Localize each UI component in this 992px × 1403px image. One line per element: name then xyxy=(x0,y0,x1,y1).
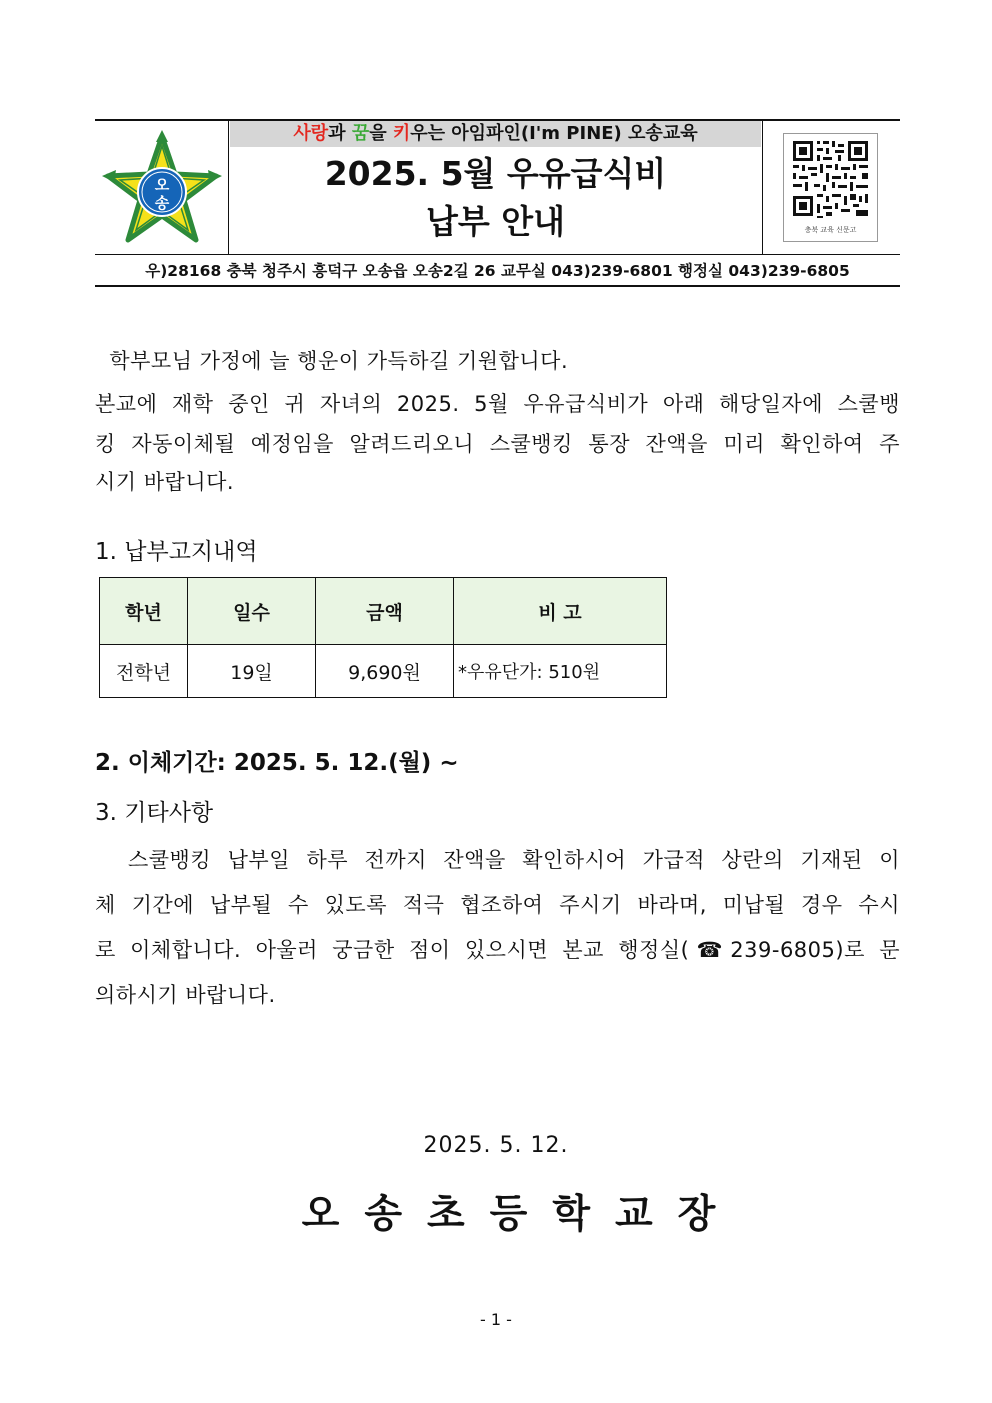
slogan-banner xyxy=(230,121,761,147)
cell-amount: 9,690원 xyxy=(316,645,454,698)
col-header-days: 일수 xyxy=(188,578,316,645)
col-header-grade: 학년 xyxy=(100,578,188,645)
col-header-note: 비 고 xyxy=(454,578,667,645)
section3-line-4: 의하시기 바랍니다. xyxy=(95,983,276,1007)
doc-title-line1: 2025. 5월 우유급식비 xyxy=(324,154,667,193)
section3-heading: 3. 기타사항 xyxy=(95,800,214,826)
slogan-love: 사랑 xyxy=(293,123,329,144)
table-row xyxy=(100,645,667,698)
school-address-bar: 우)28168 충북 청주시 흥덕구 오송읍 오송2길 26 교무실 043)239-6801 행정실 043)239-6805 xyxy=(145,262,850,280)
school-logo xyxy=(100,128,224,248)
cell-days: 19일 xyxy=(188,645,316,698)
intro-line-2: 본교에 재학 중인 귀 자녀의 2025. 5월 우유급식비가 아래 해당일자에 스쿨뱅 xyxy=(95,392,900,416)
header-divider-right xyxy=(762,120,763,255)
section3-line-2: 체 기간에 납부될 수 있도록 적극 협조하여 주시기 바라며, 미납될 경우 수시 xyxy=(95,893,900,917)
section3-line-3: 로 이체합니다. 아울러 궁금한 점이 있으시면 본교 행정실(☎239-6805)로 문 xyxy=(95,938,900,962)
table-header-row xyxy=(100,578,667,645)
intro-greeting: 학부모님 가정에 늘 행운이 가득하길 기원합니다. xyxy=(95,349,569,373)
logo-text-top: 오 xyxy=(154,176,170,194)
qr-code-icon xyxy=(784,134,877,224)
section1-heading: 1. 납부고지내역 xyxy=(95,539,258,565)
qr-code[interactable] xyxy=(783,133,878,242)
principal-signature-line: 오송초등학교장 xyxy=(301,1192,741,1237)
header-mid-rule xyxy=(95,254,900,255)
slogan-grow: 키 xyxy=(392,123,411,144)
slogan-rest: 우는 아임파인(I'm PINE) 오송교육 xyxy=(410,123,698,144)
doc-title-line2: 납부 안내 xyxy=(425,202,565,241)
cell-note: *우유단가: 510원 xyxy=(454,645,667,698)
header-bottom-rule xyxy=(95,285,900,287)
slogan-connector-2: 을 xyxy=(369,123,393,144)
payment-notice-table xyxy=(99,577,667,698)
issue-date: 2025. 5. 12. xyxy=(423,1133,569,1158)
logo-text-bottom: 송 xyxy=(154,194,170,212)
section2-heading: 2. 이체기간: 2025. 5. 12.(월) ~ xyxy=(95,750,459,776)
cell-grade: 전학년 xyxy=(100,645,188,698)
section3-line-1: 스쿨뱅킹 납부일 하루 전까지 잔액을 확인하시어 가급적 상란의 기재된 이 xyxy=(95,848,900,872)
page-number: - 1 - xyxy=(480,1310,512,1329)
intro-line-4: 시기 바랍니다. xyxy=(95,470,235,494)
slogan-connector-1: 과 xyxy=(328,123,352,144)
school-emblem-icon xyxy=(100,128,224,248)
header-divider-left xyxy=(228,120,229,255)
qr-caption: 충북 교육 신문고 xyxy=(804,226,857,234)
slogan-dream: 꿈 xyxy=(351,123,370,144)
intro-line-3: 킹 자동이체될 예정임을 알려드리오니 스쿨뱅킹 통장 잔액을 미리 확인하여 주 xyxy=(95,432,900,456)
col-header-amount: 금액 xyxy=(316,578,454,645)
